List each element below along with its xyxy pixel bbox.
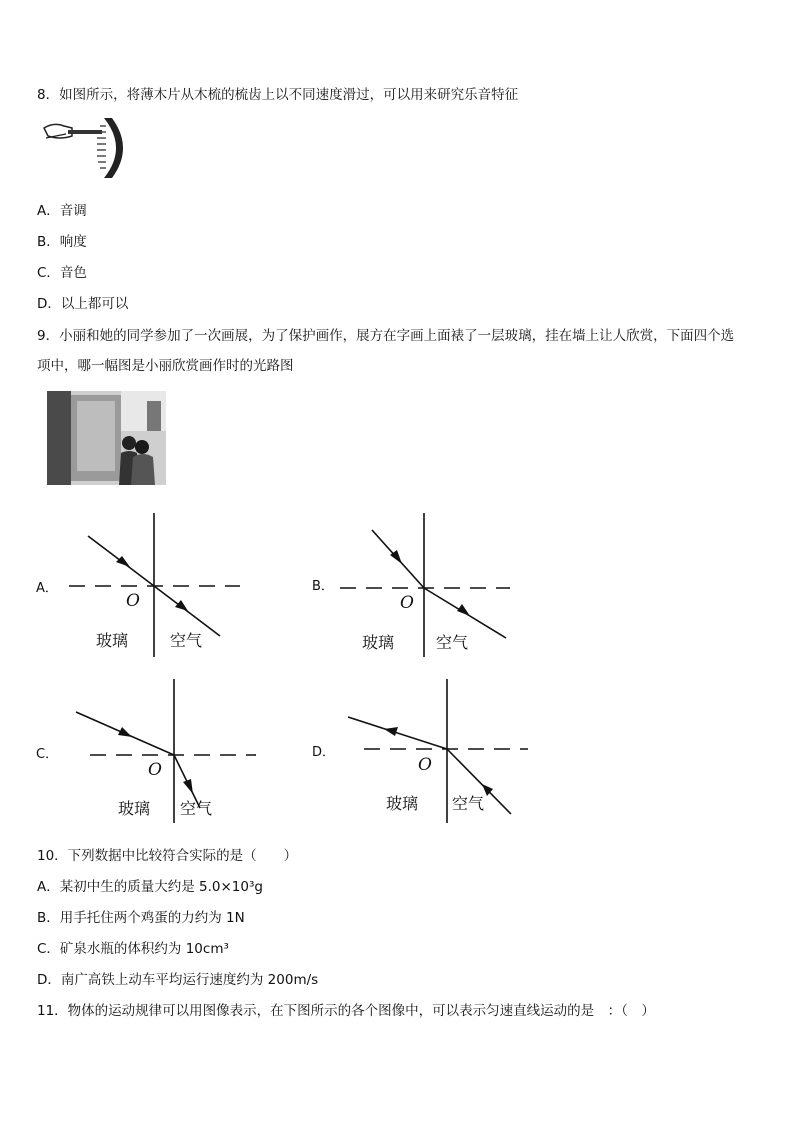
q8-option-a: A．音调	[37, 203, 87, 219]
q11-stem: 11．物体的运动规律可以用图像表示，在下图所示的各个图像中，可以表示匀速直线运动的是 ：（ ）	[37, 1003, 655, 1019]
q8-stem: 8．如图所示，将薄木片从木梳的梳齿上以不同速度滑过，可以用来研究乐音特征	[37, 87, 519, 103]
option-a-label: A．	[36, 581, 58, 596]
diagram-d	[306, 676, 536, 826]
q8-option-b: B．响度	[37, 234, 87, 250]
q8-option-d: D．以上都可以	[37, 296, 129, 312]
origin-label: O	[148, 760, 162, 780]
comb-figure	[42, 114, 130, 182]
arrowhead-icon	[116, 556, 130, 567]
q8-option-c: C．音色	[37, 265, 87, 281]
diagram-a	[30, 510, 260, 660]
air-label: 空气	[436, 633, 469, 652]
q10-option-c: C．矿泉水瓶的体积约为 10cm³	[37, 941, 229, 957]
arrowhead-icon	[118, 727, 132, 737]
origin-label: O	[418, 755, 432, 775]
q10-option-a: A．某初中生的质量大约是 5.0×10³g	[37, 879, 263, 895]
arrowhead-icon	[457, 604, 470, 616]
glass-label: 玻璃	[96, 631, 129, 650]
gallery-photo	[47, 391, 166, 485]
air-label: 空气	[170, 631, 203, 650]
option-d-label: D．	[312, 745, 336, 760]
origin-label: O	[400, 593, 414, 613]
q10-stem: 10．下列数据中比较符合实际的是（ ）	[37, 848, 298, 864]
q9-stem-line1: 9．小丽和她的同学参加了一次画展，为了保护画作，展方在字画上面裱了一层玻璃，挂在墙上让人欣赏，下面四个选	[37, 328, 735, 344]
arrowhead-icon	[175, 600, 188, 611]
air-label: 空气	[452, 794, 485, 813]
option-b-label: B．	[312, 579, 334, 594]
arrowhead-icon	[384, 727, 398, 736]
glass-label: 玻璃	[362, 633, 395, 652]
air-label: 空气	[180, 799, 213, 818]
q9-stem-line2: 项中，哪一幅图是小丽欣赏画作时的光路图	[37, 358, 294, 374]
option-c-label: C．	[36, 747, 59, 762]
q10-option-d: D．南广高铁上动车平均运行速度约为 200m/s	[37, 972, 319, 988]
diagram-b	[306, 510, 526, 660]
glass-label: 玻璃	[386, 794, 419, 813]
origin-label: O	[126, 591, 140, 611]
diagram-c	[30, 676, 270, 826]
glass-label: 玻璃	[118, 799, 151, 818]
arrowhead-icon	[183, 779, 193, 794]
q10-option-b: B．用手托住两个鸡蛋的力约为 1N	[37, 910, 245, 926]
